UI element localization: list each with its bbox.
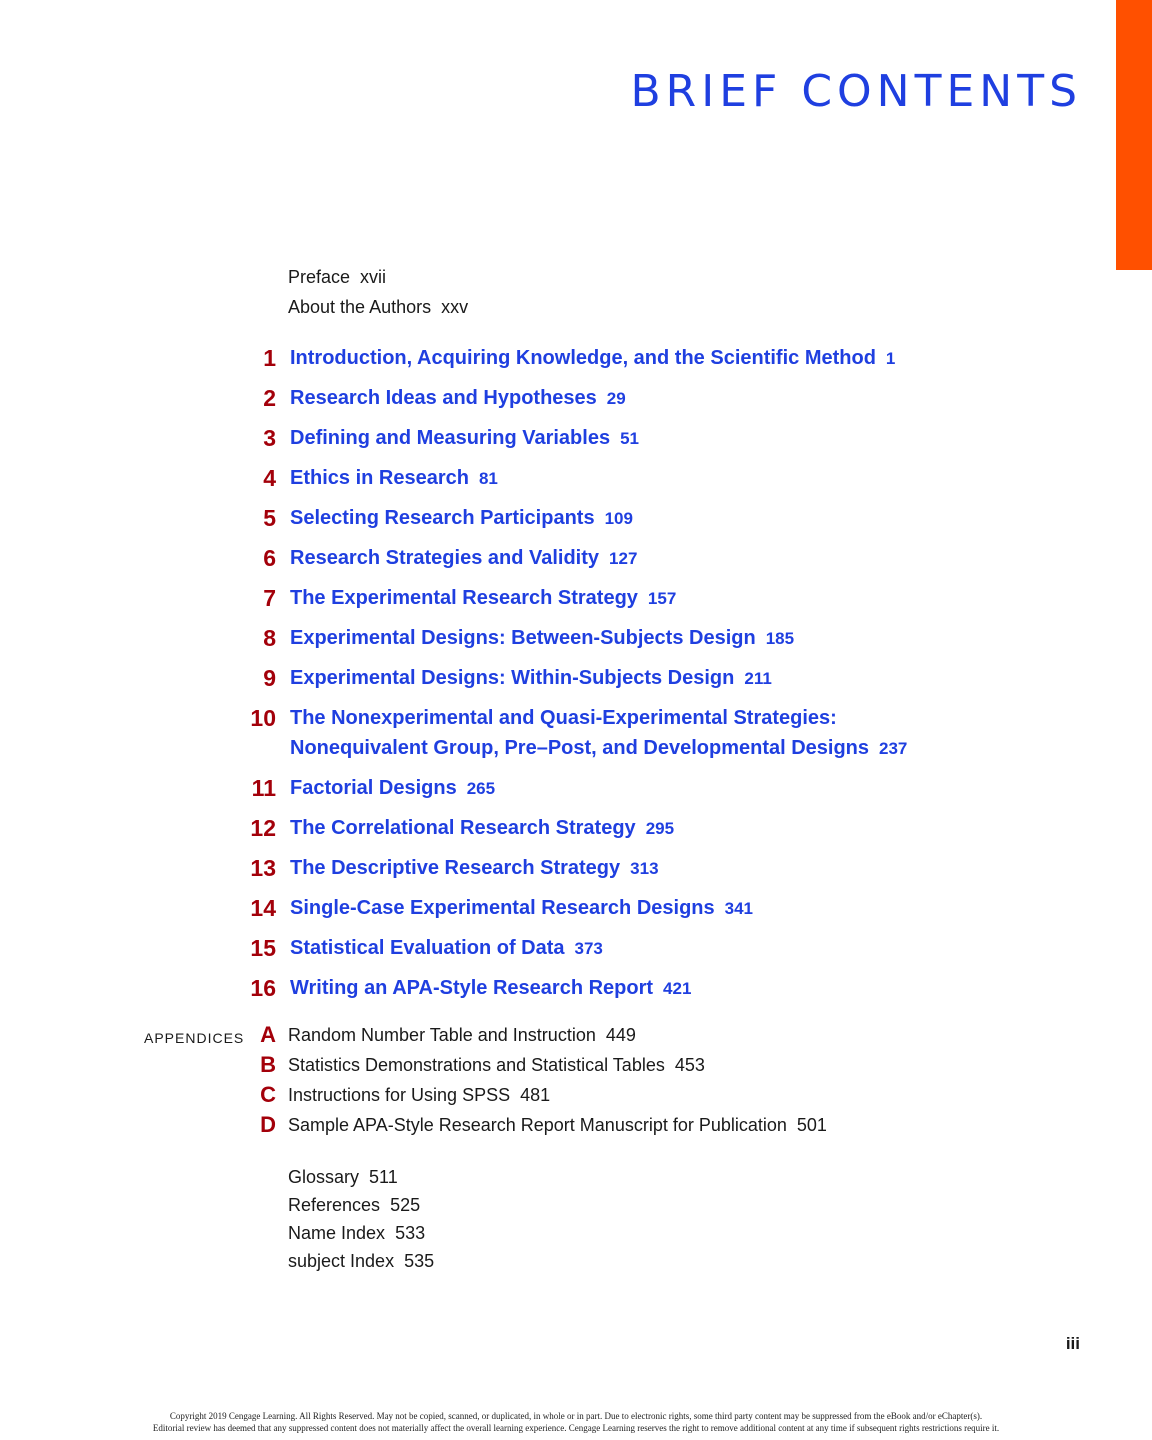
chapter-title-text[interactable]: Experimental Designs: Between-Subjects Design — [290, 627, 756, 649]
toc-entry-subject-index[interactable] — [288, 1251, 434, 1272]
chapter-number: 13 — [250, 855, 276, 881]
toc-entry-preface[interactable] — [288, 267, 386, 288]
copyright-line-1: Copyright 2019 Cengage Learning. All Rights Reserved. May not be copied, scanned, or duplicated, in whole or in part. Due to electronic rights, some third party content may be suppressed from the eBook and/or eChapter(s). — [169, 1411, 983, 1421]
chapter-number: 8 — [263, 625, 276, 651]
chapter-title — [290, 427, 639, 450]
chapter-title-text[interactable]: Factorial Designs — [290, 777, 457, 799]
chapter-title-text[interactable]: Defining and Measuring Variables — [290, 427, 611, 449]
chapter-page[interactable]: 127 — [609, 549, 638, 568]
chapter-title-text[interactable]: Single-Case Experimental Research Designs — [290, 897, 715, 919]
chapter-number: 10 — [250, 705, 276, 731]
chapter-number: 15 — [250, 935, 276, 961]
page-folio: iii — [1065, 1334, 1080, 1353]
appendix-letter: D — [260, 1112, 276, 1137]
chapter-page[interactable]: 51 — [620, 429, 639, 448]
entry-page: 533 — [395, 1223, 426, 1243]
chapter-title — [290, 627, 794, 650]
chapter-title — [290, 667, 772, 690]
chapter-title-text[interactable]: Nonequivalent Group, Pre–Post, and Developmental Designs — [290, 737, 870, 759]
chapter-number: 3 — [263, 425, 276, 451]
chapter-page[interactable]: 373 — [574, 939, 603, 958]
chapter-number: 5 — [263, 505, 276, 531]
toc-entry-references[interactable] — [288, 1195, 420, 1216]
chapter-number: 4 — [263, 465, 276, 491]
copyright-notice — [0, 1410, 1152, 1434]
appendix-page: 481 — [520, 1085, 551, 1105]
entry-page: xxv — [441, 297, 469, 317]
chapter-page[interactable]: 81 — [478, 469, 498, 488]
chapter-title — [290, 507, 633, 530]
chapter-title-text[interactable]: Research Strategies and Validity — [290, 547, 600, 569]
appendix-title — [288, 1025, 636, 1046]
chapter-title — [290, 857, 659, 880]
chapter-page[interactable]: 265 — [466, 779, 496, 798]
appendix-title-text: Random Number Table and Instruction — [288, 1025, 596, 1045]
chapter-page[interactable]: 29 — [606, 389, 626, 408]
entry-page: 535 — [404, 1251, 435, 1271]
chapter-number: 12 — [250, 815, 276, 841]
chapter-title-text[interactable]: Ethics in Research — [290, 467, 469, 489]
chapter-number: 7 — [263, 585, 276, 611]
appendix-page: 453 — [674, 1055, 705, 1075]
toc-entry-about-authors[interactable] — [288, 297, 468, 318]
chapter-title-line-2 — [290, 737, 907, 760]
page-title: BRIEF CONTENTS — [630, 66, 1082, 117]
entry-label: References — [288, 1195, 381, 1215]
chapter-title — [290, 707, 837, 730]
chapter-title — [290, 817, 674, 840]
chapter-title-text[interactable]: Statistical Evaluation of Data — [290, 937, 565, 959]
chapter-page[interactable]: 313 — [630, 859, 659, 878]
appendices-label: APPENDICES — [144, 1030, 245, 1046]
chapter-number: 6 — [263, 545, 276, 571]
toc-entry-name-index[interactable] — [288, 1223, 425, 1244]
appendix-title-text: Statistics Demonstrations and Statistical Tables — [288, 1055, 665, 1075]
appendix-page: 501 — [796, 1115, 827, 1135]
entry-label: Preface — [288, 267, 351, 287]
entry-label: About the Authors — [288, 297, 432, 317]
chapter-title-text[interactable]: Experimental Designs: Within-Subjects Design — [290, 667, 735, 689]
chapter-title — [290, 467, 498, 490]
chapter-title — [290, 347, 895, 370]
entry-label: subject Index — [288, 1251, 395, 1271]
chapter-page[interactable]: 185 — [765, 629, 795, 648]
appendix-title — [288, 1055, 705, 1076]
copyright-line-2: Editorial review has deemed that any suppressed content does not materially affect the overall learning experience. Cengage Learning reserves the right to remove additional content at any time if subsequent rights restrictions require it. — [152, 1423, 1000, 1433]
entry-page: 511 — [369, 1167, 398, 1187]
appendix-letter: C — [260, 1082, 276, 1107]
chapter-title — [290, 387, 626, 410]
appendix-title — [288, 1085, 550, 1106]
chapter-title-text[interactable]: The Nonexperimental and Quasi-Experimental Strategies: — [290, 707, 837, 729]
chapter-title — [290, 547, 637, 570]
toc-entry-glossary[interactable] — [288, 1167, 398, 1188]
chapter-title — [290, 777, 495, 800]
entry-page: xvii — [360, 267, 387, 287]
chapter-page[interactable]: 295 — [645, 819, 675, 838]
chapter-number: 2 — [263, 385, 276, 411]
appendix-title-text: Instructions for Using SPSS — [288, 1085, 511, 1105]
chapter-number: 14 — [250, 895, 276, 921]
chapter-title-text[interactable]: Introduction, Acquiring Knowledge, and the Scientific Method — [290, 347, 876, 369]
chapter-title-text[interactable]: Research Ideas and Hypotheses — [290, 387, 597, 409]
chapter-title — [290, 977, 691, 1000]
chapter-title — [290, 587, 676, 610]
chapter-page[interactable]: 109 — [604, 509, 633, 528]
chapter-page[interactable]: 1 — [885, 349, 896, 368]
entry-label: Name Index — [288, 1223, 386, 1243]
chapter-title-text[interactable]: Selecting Research Participants — [290, 507, 595, 529]
chapter-page[interactable]: 237 — [879, 739, 908, 758]
chapter-page[interactable]: 157 — [647, 589, 677, 608]
chapter-page[interactable]: 211 — [744, 669, 772, 688]
entry-page: 525 — [390, 1195, 421, 1215]
orange-edge-tab — [1116, 0, 1152, 270]
appendix-title — [288, 1115, 827, 1136]
chapter-page[interactable]: 341 — [724, 899, 753, 918]
appendix-title-text: Sample APA-Style Research Report Manuscript for Publication — [288, 1115, 787, 1135]
appendix-letter: B — [260, 1052, 276, 1077]
chapter-title-text[interactable]: The Correlational Research Strategy — [290, 817, 636, 839]
chapter-title-text[interactable]: The Experimental Research Strategy — [290, 587, 638, 609]
chapter-title — [290, 937, 603, 960]
chapter-title-text[interactable]: Writing an APA-Style Research Report — [290, 977, 654, 999]
appendix-page: 449 — [605, 1025, 636, 1045]
chapter-number: 16 — [250, 975, 276, 1001]
chapter-number: 1 — [263, 345, 276, 371]
chapter-page[interactable]: 421 — [663, 979, 692, 998]
chapter-number: 11 — [251, 775, 276, 801]
entry-label: Glossary — [288, 1167, 360, 1187]
appendix-letter: A — [260, 1022, 276, 1047]
chapter-number: 9 — [263, 665, 276, 691]
chapter-title-text[interactable]: The Descriptive Research Strategy — [290, 857, 621, 879]
chapter-title — [290, 897, 753, 920]
